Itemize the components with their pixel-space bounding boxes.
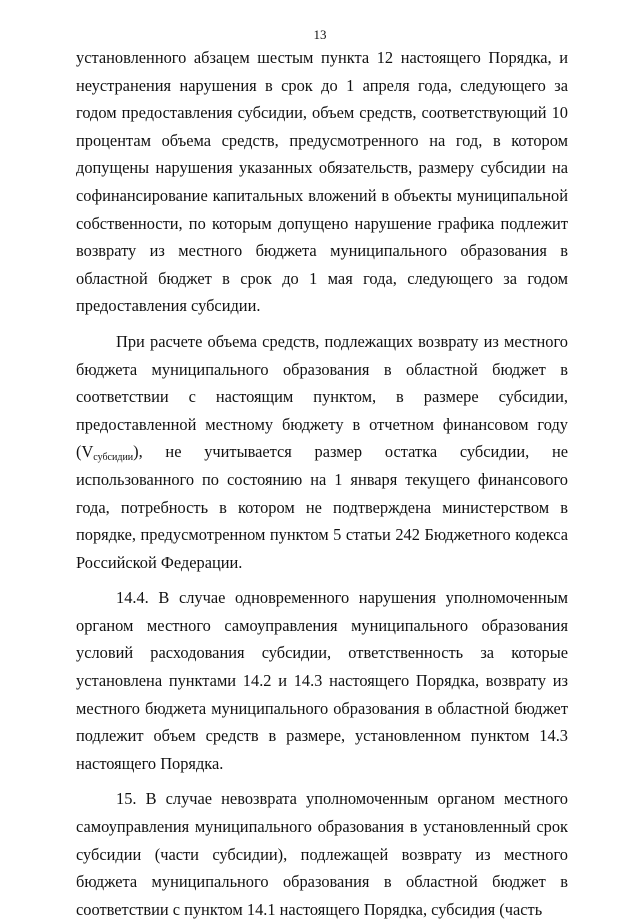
paragraph-continuation: установленного абзацем шестым пункта 12 настоящего Порядка, и неустранения нарушения в срок до 1 апреля года, следующего за годом предоставления субсидии, объем средств, соответствующий 10 процентам объема средств, предусмотренного на год, в котором допущены нарушения указанных обязательств, размеру субсидии на софинансирование капитальных вложений в объекты муниципальной собственности, по которым допущено нарушение графика подлежит возврату из местного бюджета муниципального образования в областной бюджет в срок до 1 мая года, следующего за годом предоставления субсидии. [76,48,568,316]
paragraph-calculation-text-start: При расчете объема средств, подлежащих возврату из местного бюджета муниципального образования в областной бюджет в соответствии с настоящим пунктом, в размере субсидии, предоставленной местному бюджету в отчетном финансовом году (V [76,331,568,462]
document-body [76,44,568,923]
paragraph-calculation-text-end: ), не учитывается размер остатка субсидии, не использованного по состоянию на 1 января текущего финансового года, потребность в котором не подтверждена министерством в порядке, предусмотренном пунктом 5 статьи 242 Бюджетного кодекса Российской Федерации. [76,442,568,572]
subsidy-subscript: субсидии [93,452,134,464]
paragraph-14-4: 14.4. В случае одновременного нарушения уполномоченным органом местного самоуправления муниципального образования условий расходования субсидии, ответственность за которые установлена пунктами 14.2 и 14.3 настоящего Порядка, возврату из местного бюджета муниципального образования в областной бюджет подлежит объем средств в размере, установленном пунктом 14.3 настоящего Порядка. [76,588,568,773]
page-number: 13 [313,27,327,42]
paragraph-15: 15. В случае невозврата уполномоченным органом местного самоуправления муниципального образования в установленный срок субсидии (части субсидии), подлежащей возврату из местного бюджета муниципального образования в областной бюджет в соответствии с пунктом 14.1 настоящего Порядка, субсидия (часть [76,789,568,919]
paragraph-calculation [76,328,568,576]
